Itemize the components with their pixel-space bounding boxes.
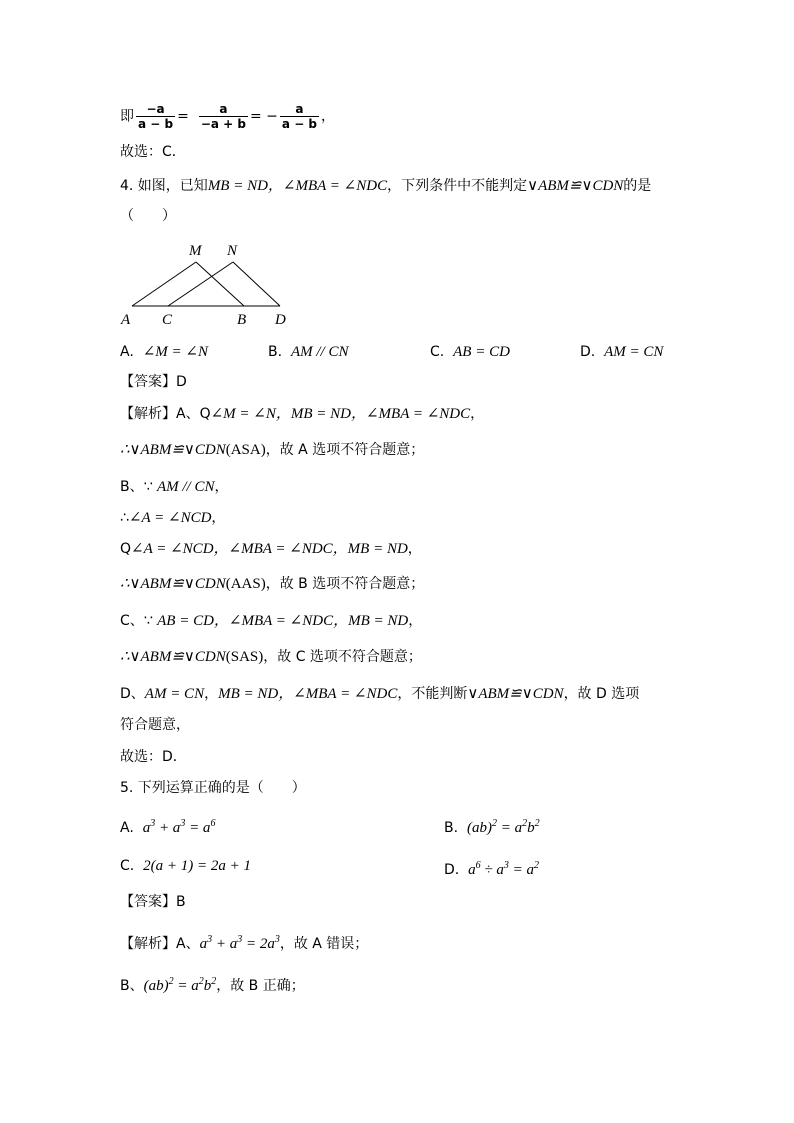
math-expression: ∠M = ∠N，MB = ND，∠MBA = ∠NDC [210, 406, 471, 422]
option-text: ∠M = ∠N [142, 344, 208, 360]
fraction-3 [280, 102, 319, 131]
text: B、∵ [120, 479, 157, 495]
criterion: (AAS) [225, 576, 266, 592]
analysis-line-3 [120, 477, 228, 497]
math-expression: AM = CN [144, 686, 205, 702]
text: ， [470, 406, 485, 422]
segment-nd [233, 262, 280, 306]
option-text: AM = CN [604, 344, 664, 360]
fraction-numerator: a [280, 102, 319, 117]
answer-label: 【答案】 [120, 894, 176, 910]
stem-text: ，下列条件中不能判定 [387, 178, 528, 194]
option-d[interactable] [580, 342, 663, 362]
option-letter: C. [120, 858, 135, 874]
math-expression: ∨ABM≌∨CDN [527, 178, 624, 194]
math-expression: ∴∨ABM≌∨CDN [120, 576, 226, 592]
q5-analysis-line-1 [120, 930, 368, 954]
text: ， [408, 613, 423, 629]
q5-option-c[interactable] [120, 856, 251, 876]
text-suffix: ， [321, 108, 336, 125]
option-c[interactable] [430, 342, 510, 362]
math-expression: AB = CD，∠MBA = ∠NDC，MB = ND [157, 613, 409, 629]
option-text: $a^3 + a^3 = a^6$ [142, 818, 216, 836]
math-expression: ∠A = ∠NCD [128, 510, 212, 526]
fraction-denominator: a − b [281, 117, 318, 131]
segment-mb [196, 262, 244, 306]
analysis-line-6 [120, 574, 424, 594]
fraction-numerator: a [199, 102, 248, 117]
text: D、 [120, 686, 145, 702]
equals-sign: = [177, 108, 189, 125]
text: A、 [176, 936, 200, 952]
q5-analysis-line-2 [120, 972, 305, 996]
option-letter: B. [268, 344, 283, 360]
label-d: D [275, 312, 286, 328]
analysis-line-11: 故选：D． [120, 749, 187, 765]
option-a[interactable] [120, 342, 208, 362]
option-letter: C. [430, 344, 445, 360]
analysis-line-5 [120, 539, 422, 559]
criterion: (ASA) [225, 442, 266, 458]
fraction-equation-line [120, 102, 335, 131]
answer-label: 【答案】 [120, 374, 176, 390]
math-expression: ∠A = ∠NCD，∠MBA = ∠NDC，MB = ND [131, 541, 408, 557]
text: ∴ [120, 510, 129, 526]
option-text: $a^6 \div a^3 = a^2$ [468, 860, 539, 878]
option-text: AM // CN [290, 344, 349, 360]
analysis-line-1 [120, 404, 484, 424]
math-expression: $(ab)^2 = a^2b^2$ [143, 976, 217, 994]
analysis-line-10: 符合题意， [120, 717, 190, 733]
text: ，故 A 选项不符合题意； [265, 442, 425, 458]
math-expression: ∴∨ABM≌∨CDN [120, 442, 226, 458]
answer-line [120, 372, 187, 392]
analysis-label: 【解析】 [120, 936, 176, 952]
option-letter: D. [580, 344, 596, 360]
fraction-denominator: −a + b [200, 117, 246, 131]
text: ，故 B 正确； [216, 978, 305, 994]
text: ， [214, 479, 229, 495]
fraction-2 [199, 102, 248, 131]
option-text: AB = CD [453, 344, 510, 360]
math-expression: MB = ND，∠MBA = ∠NDC [218, 686, 398, 702]
criterion: (SAS) [225, 649, 264, 665]
math-expression: AM // CN [156, 479, 215, 495]
question-5-stem: 5. 下列运算正确的是（ ） [120, 780, 306, 796]
text: Q [120, 541, 132, 557]
math-expression: ∨ABM≌∨CDN [467, 686, 564, 702]
question-4-stem [120, 176, 651, 196]
segment-am [132, 262, 196, 306]
math-expression: ∴∨ABM≌∨CDN [120, 649, 226, 665]
analysis-line-9 [120, 684, 639, 704]
q5-answer-line [120, 892, 186, 912]
geometry-figure [118, 236, 298, 328]
text: ，不能判断 [397, 686, 468, 702]
q5-option-a[interactable] [120, 814, 215, 838]
label-m: M [189, 243, 202, 259]
text: B、 [120, 978, 144, 994]
option-text: 2(a + 1) = 2a + 1 [143, 858, 251, 874]
option-letter: A. [120, 820, 134, 836]
text-prefix: 即 [120, 108, 134, 125]
option-text: $(ab)^2 = a^2b^2$ [466, 818, 540, 836]
q5-option-d[interactable] [444, 856, 539, 880]
option-letter: A. [120, 344, 134, 360]
q5-option-b[interactable] [444, 814, 540, 838]
option-b[interactable] [268, 342, 348, 362]
option-letter: B. [444, 820, 459, 836]
fraction-numerator: −a [136, 102, 175, 117]
analysis-line-2 [120, 440, 424, 460]
text: ，故 D 选项 [563, 686, 640, 702]
analysis-line-4 [120, 508, 225, 528]
text: ，故 C 选项不符合题意； [263, 649, 422, 665]
text: ， [211, 510, 226, 526]
text: ， [204, 686, 219, 702]
analysis-line-8 [120, 647, 422, 667]
fraction-denominator: a − b [138, 117, 174, 131]
equals-sign: = − [250, 108, 278, 125]
answer-value: D [176, 374, 187, 390]
math-expression: $a^3 + a^3 = 2a^3$ [199, 934, 280, 952]
label-c: C [162, 312, 173, 328]
answer-value: B [176, 894, 186, 910]
label-a: A [121, 312, 131, 328]
text: C、∵ [120, 613, 158, 629]
segment-cn [168, 262, 233, 306]
text: A、Q [176, 406, 211, 422]
analysis-line-7 [120, 611, 422, 631]
question-4-blank: （ ） [120, 208, 176, 224]
stem-text: 4. 如图，已知 [120, 178, 208, 194]
text: ，故 B 选项不符合题意； [265, 576, 425, 592]
analysis-label: 【解析】 [120, 406, 176, 422]
choice-line: 故选：C． [120, 144, 186, 160]
fraction-1 [136, 102, 175, 131]
label-n: N [227, 243, 238, 259]
option-letter: D. [444, 862, 460, 878]
text: ， [407, 541, 422, 557]
math-expression: MB = ND，∠MBA = ∠NDC [207, 178, 388, 194]
label-b: B [237, 312, 247, 328]
text: ，故 A 错误； [279, 936, 369, 952]
stem-text: 的是 [623, 178, 652, 194]
